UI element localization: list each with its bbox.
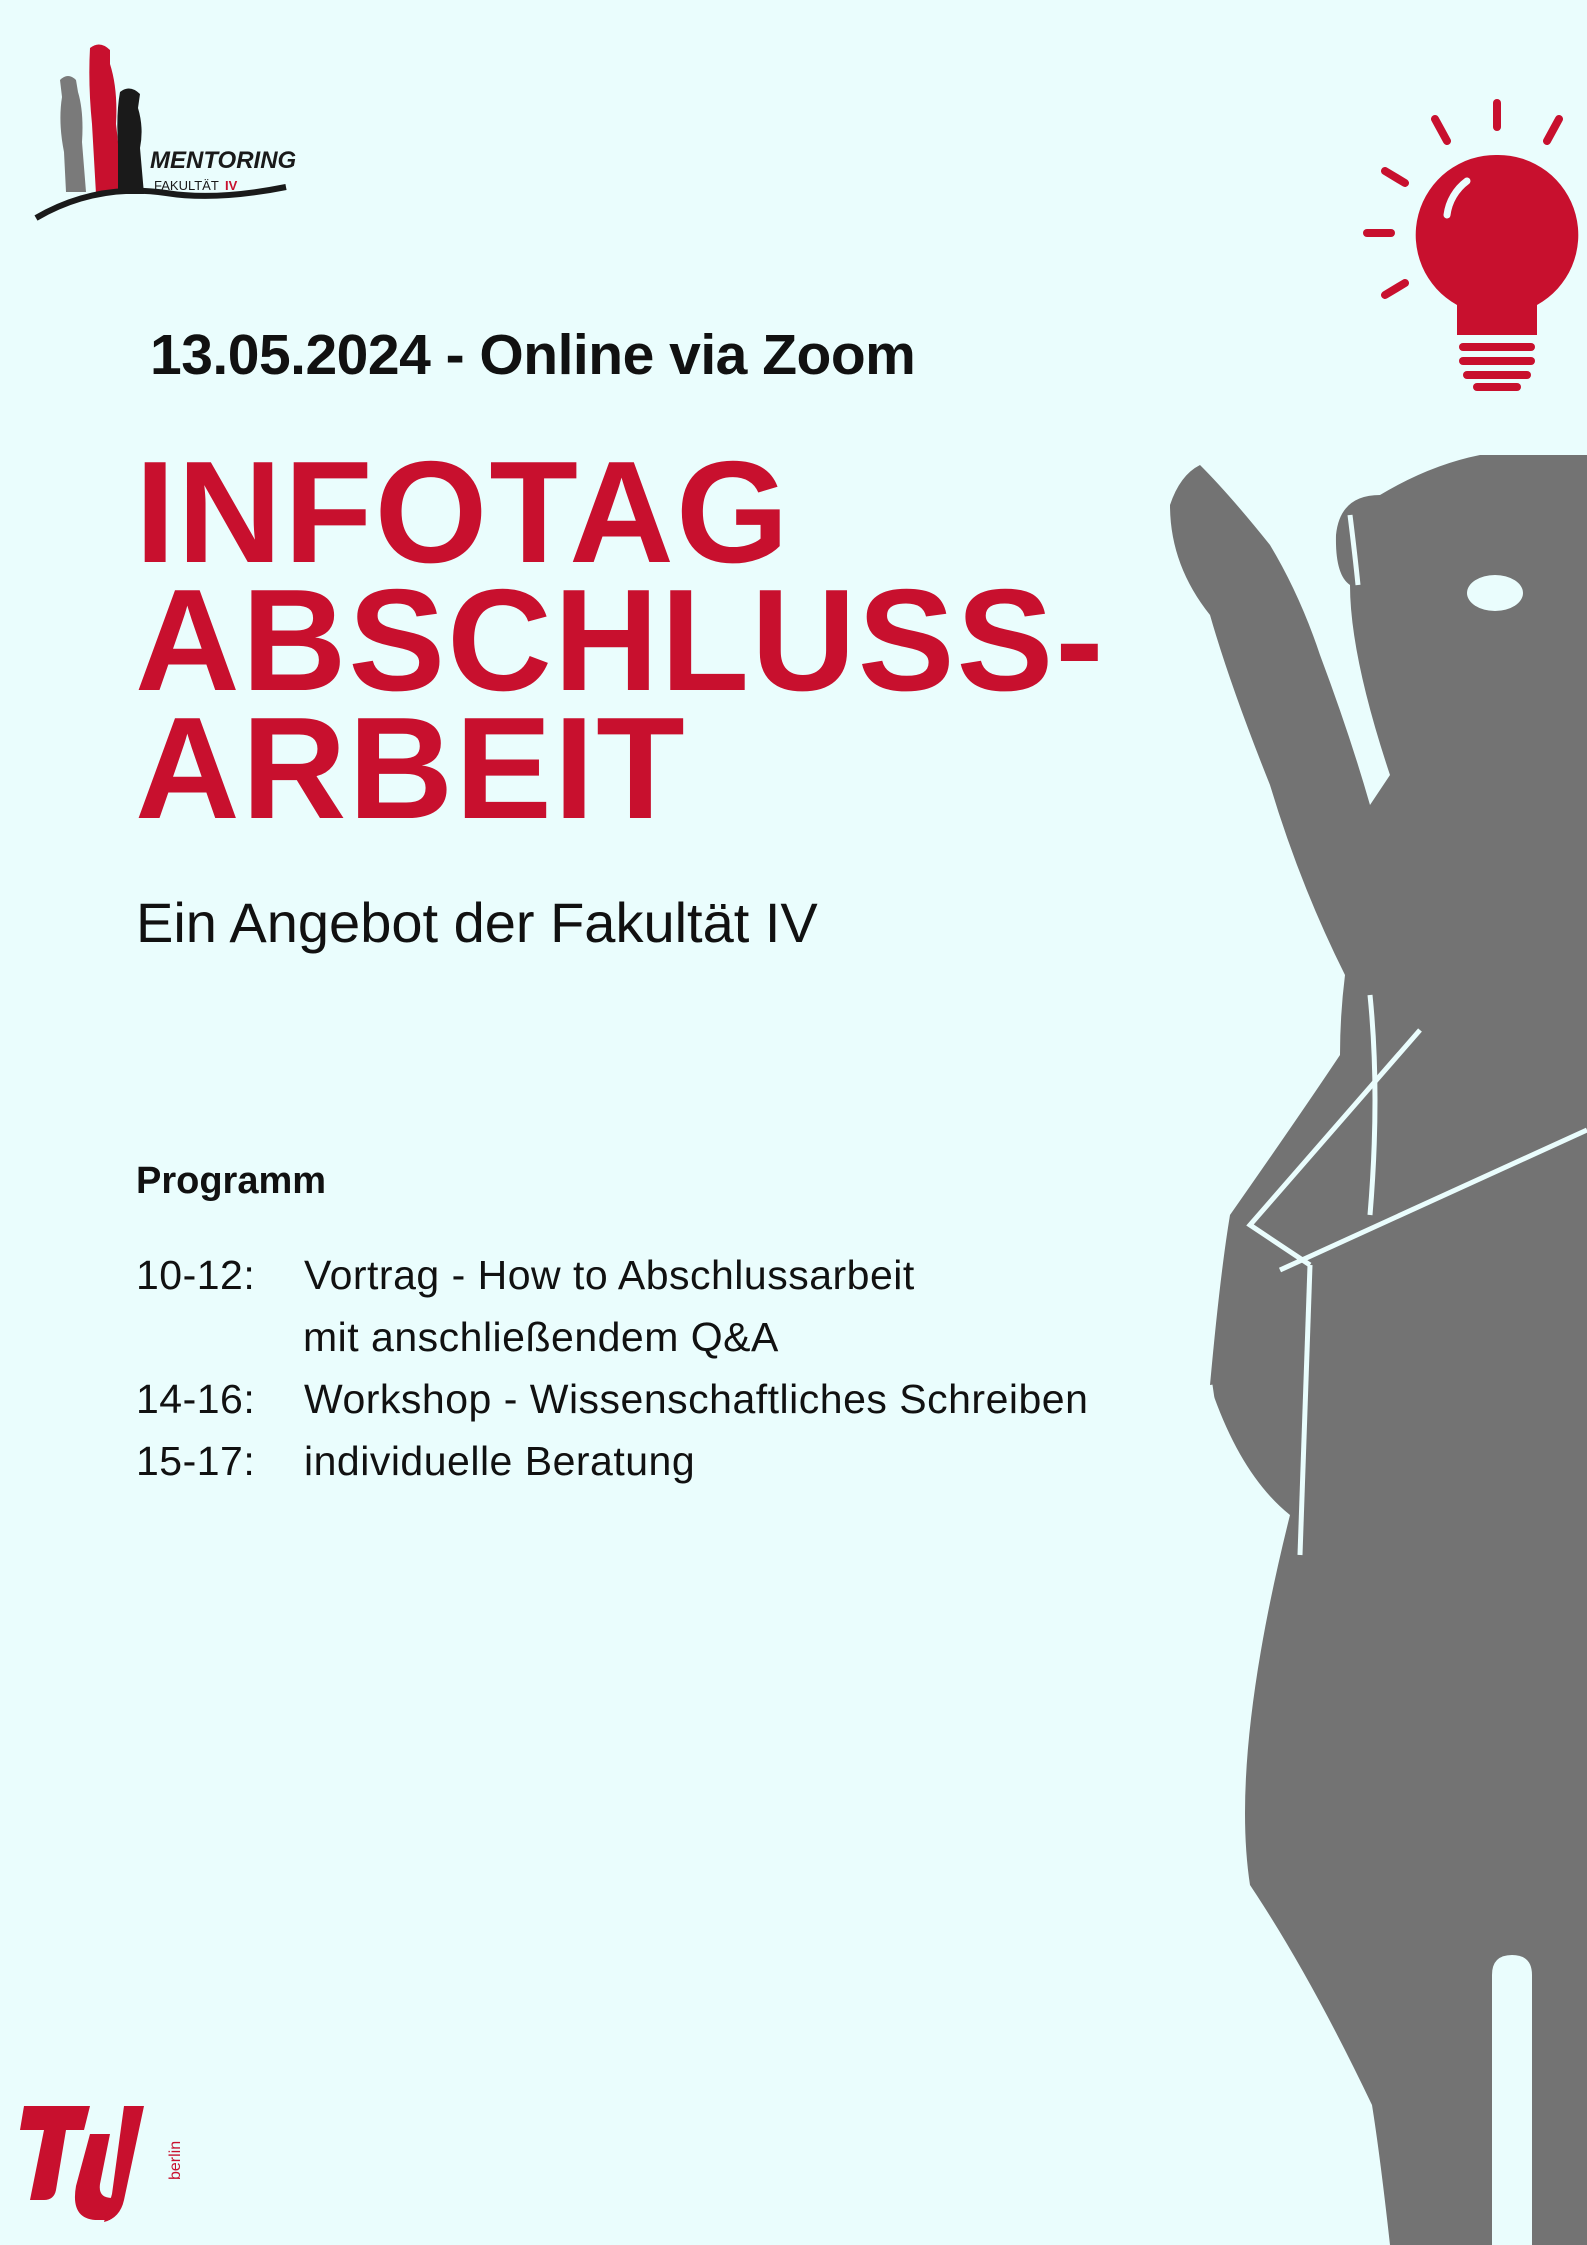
event-date: 13.05.2024 - Online via Zoom (150, 323, 916, 387)
subtitle: Ein Angebot der Fakultät IV (136, 891, 818, 954)
program-text: Vortrag - How to Abschlussarbeit (304, 1252, 915, 1298)
title-line: ABSCHLUSS- (135, 559, 1106, 721)
program-time: 10-12: (136, 1252, 256, 1298)
logo-title: MENTORING (150, 147, 297, 174)
program-text: Workshop - Wissenschaftliches Schreiben (304, 1376, 1089, 1422)
program-time: 14-16: (136, 1376, 256, 1422)
mentoring-logo (28, 40, 328, 230)
program-item (136, 1438, 695, 1485)
light-bulb-icon (1355, 95, 1587, 395)
logo-subtitle-accent: IV (225, 178, 238, 193)
page-title (135, 431, 1106, 849)
program-item (136, 1376, 1088, 1423)
program-heading: Programm (136, 1160, 327, 1202)
program-item (136, 1252, 915, 1299)
title-line: INFOTAG (135, 431, 791, 593)
program-time: 15-17: (136, 1438, 256, 1484)
title-line: ARBEIT (135, 687, 687, 849)
tu-berlin-logo (20, 2100, 184, 2230)
meerkat-illustration (1150, 455, 1587, 2245)
logo-subtitle: FAKULTÄT (154, 178, 219, 193)
program-text: individuelle Beratung (304, 1438, 696, 1484)
tu-logo-text: berlin (167, 2140, 184, 2180)
program-item-continuation: mit anschließendem Q&A (303, 1314, 779, 1360)
